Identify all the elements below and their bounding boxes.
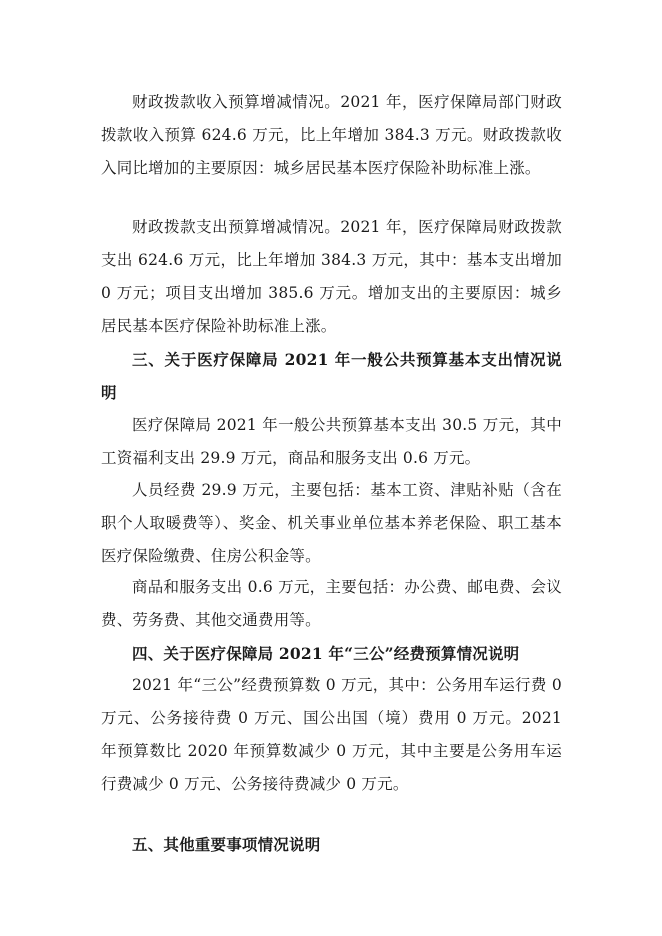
paragraph-personnel-expenses: 人员经费 29.9 万元，主要包括：基本工资、津贴补贴（含在职个人取暖费等）、奖金、机关事业单位基本养老保险、职工基本医疗保险缴费、住房公积金等。 [101,481,562,565]
paragraph-goods-services: 商品和服务支出 0.6 万元，主要包括：办公费、邮电费、会议费、劳务费、其他交通费用等。 [101,578,562,629]
paragraph-three-public-expenses: 2021 年“三公”经费预算数 0 万元，其中：公务用车运行费 0 万元、公务接待费 0 万元、国公出国（境）费用 0 万元。2021 年预算数比 2020 年预算数减少 0 万元，其中主要是公务用车运行费减少 0 万元、公务接待费减少 0 万元。 [101,676,562,793]
paragraph-expenditure-change: 财政拨款支出预算增减情况。2021 年，医疗保障局财政拨款支出 624.6 万元，比上年增加 384.3 万元，其中：基本支出增加 0 万元；项目支出增加 385.6 万元。增加支出的主要原因：城乡居民基本医疗保险补助标准上涨。 [101,218,562,335]
paragraph-revenue-change: 财政拨款收入预算增减情况。2021 年，医疗保障局部门财政拨款收入预算 624.6 万元，比上年增加 384.3 万元。财政拨款收入同比增加的主要原因：城乡居民基本医疗保险补助标准上涨。 [101,93,562,177]
section-heading-3: 三、关于医疗保障局 2021 年一般公共预算基本支出情况说明 [101,350,562,402]
section-heading-4: 四、关于医疗保障局 2021 年“三公”经费预算情况说明 [132,644,520,663]
section-heading-5: 五、其他重要事项情况说明 [132,835,321,854]
paragraph-basic-expenditure: 医疗保障局 2021 年一般公共预算基本支出 30.5 万元，其中工资福利支出 29.9 万元，商品和服务支出 0.6 万元。 [101,416,562,467]
